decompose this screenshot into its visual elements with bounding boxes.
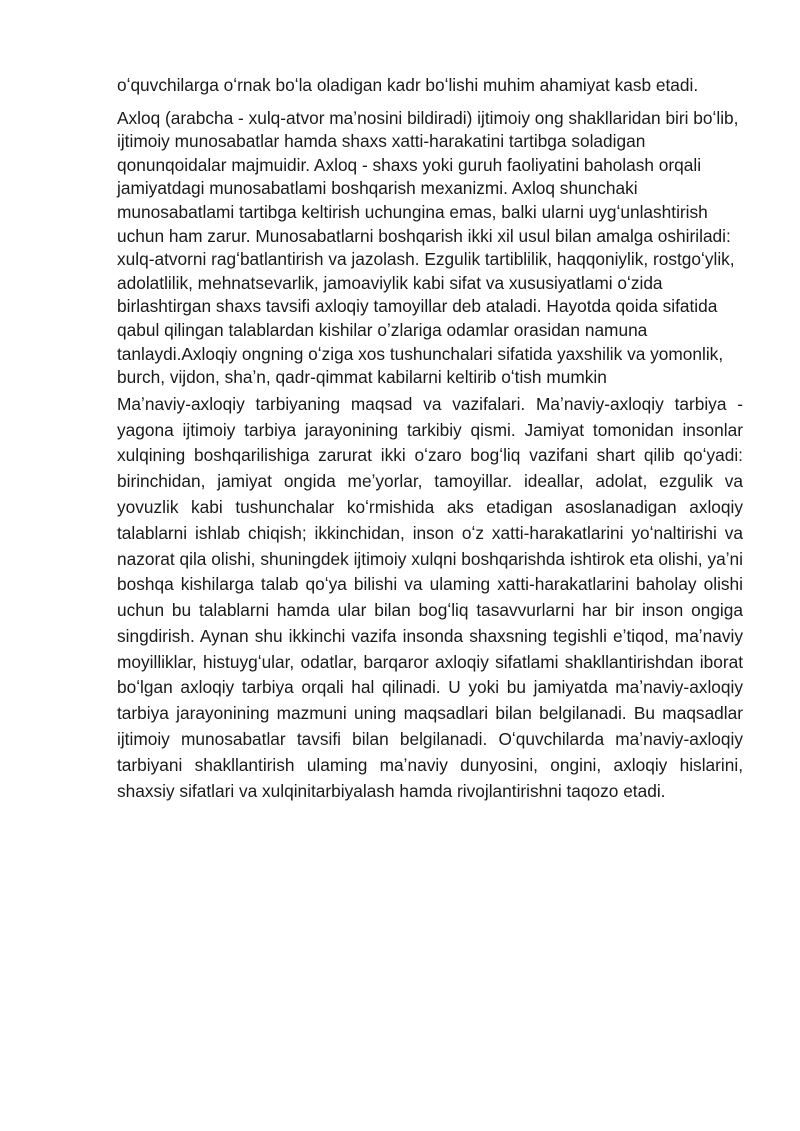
paragraph-manaviy-axloqiy-tarbiya: Maʼnaviy-axloqiy tarbiyaning maqsad va vazifalari. Maʼnaviy-axloqiy tarbiya - yagona ijtimoiy tarbiya jarayonining tarkibiy qismi. Jamiyat tomonidan insonlar xulqining boshqarilishiga zarurat ikki oʻzaro bogʻliq vazifani shart qilib qoʻyadi: birinchidan, jamiyat ongida meʼyorlar, tamoyillar. ideallar, adolat, ezgulik va yovuzlik kabi tushunchalar koʻrmishida aks etadigan asoslanadigan axloqiy talablarni ishlab chiqish; ikkinchidan, inson oʻz xatti-harakatlarini yoʻnaltirishi va nazorat qila olishi, shuningdek ijtimoiy xulqni boshqarishda ishtirok eta olishi, yaʼni boshqa kishilarga talab qoʻya bilishi va ulaming xatti-harakatlarini baholay olishi uchun bu talablarni hamda ular bilan bogʻliq tasavvurlarni har bir inson ongiga singdirish. Aynan shu ikkinchi vazifa insonda shaxsning tegishli eʼtiqod, maʼnaviy moyilliklar, histuygʻular, odatlar, barqaror axloqiy sifatlami shakllantirishdan iborat boʻlgan axloqiy tarbiya orqali hal qilinadi. U yoki bu jamiyatda maʼnaviy-axloqiy tarbiya jarayonining mazmuni uning maqsadlari bilan belgilanadi. Bu maqsadlar ijtimoiy munosabatlar tavsifi bilan belgilanadi. Oʻquvchilarda maʼnaviy-axloqiy tarbiyani shakllantirish ulaming maʼnaviy dunyosini, ongini, axloqiy hislarini, shaxsiy sifatlari va xulqinitarbiyalash hamda rivojlantirishni taqozo etadi. (117, 393, 743, 801)
paragraph-intro: oʻquvchilarga oʻrnak boʻla oladigan kadr boʻlishi muhim ahamiyat kasb etadi. (117, 75, 699, 95)
document-page (117, 74, 743, 804)
paragraph-axloq-definition: Axloq (arabcha - xulq-atvor maʼnosini bildiradi) ijtimoiy ong shakllaridan biri boʻlib, ijtimoiy munosabatlar hamda shaxs xatti-harakatini tartibga soladigan qonunqoidalar majmuidir. Axloq - shaxs yoki guruh faoliyatini baholash orqali jamiyatdagi munosabatlami boshqarish mexanizmi. Axloq shunchaki munosabatlami tartibga keltirish uchungina emas, balki ularni uygʻunlashtirish uchun ham zarur. Munosabatlarni boshqarish ikki xil usul bilan amalga oshiriladi: xulq-atvorni ragʻbatlantirish va jazolash. Ezgulik tartiblilik, haqqoniylik, rostgoʻylik, adolatlilik, mehnatsevarlik, jamoaviylik kabi sifat va xususiyatlami oʻzida birlashtirgan shaxs tavsifi axloqiy tamoyillar deb ataladi. Hayotda qoida sifatida qabul qilingan talablardan kishilar oʼzlariga odamlar orasidan namuna tanlaydi.Axloqiy ongning oʻziga xos tushunchalari sifatida yaxshilik va yomonlik, burch, vijdon, shaʼn, qadr-qimmat kabilarni keltirib oʻtish mumkin (117, 107, 739, 388)
